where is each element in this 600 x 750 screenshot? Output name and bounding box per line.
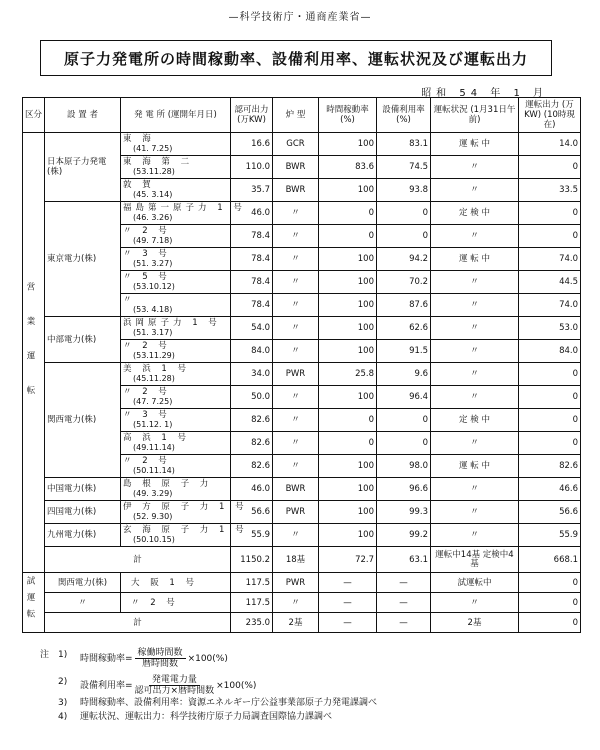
plant-cell	[121, 386, 231, 409]
opened-date: (45. 3.14)	[133, 190, 173, 199]
plant-cell	[121, 317, 231, 340]
output-cell: 0	[519, 202, 581, 225]
reactor-cell: 〃	[273, 340, 319, 363]
status-cell: 〃	[431, 294, 519, 317]
time-rate-cell: 0	[319, 202, 377, 225]
time-rate-cell: —	[319, 593, 377, 613]
capacity-cell: 54.0	[231, 317, 273, 340]
plant-name: 玄 海 原 子 力 1 号	[123, 525, 248, 535]
output-cell: 46.6	[519, 478, 581, 501]
utilization-cell: —	[377, 573, 431, 593]
status-cell: 2基	[431, 613, 519, 633]
status-cell: 〃	[431, 432, 519, 455]
reactor-cell: BWR	[273, 179, 319, 202]
owner-cell: 四国電力(株)	[45, 501, 121, 524]
capacity-cell: 1150.2	[231, 547, 273, 573]
capacity-cell: 78.4	[231, 225, 273, 248]
owner-cell: 関西電力(株)	[45, 573, 121, 593]
time-rate-cell: 25.8	[319, 363, 377, 386]
plant-cell	[121, 340, 231, 363]
output-cell: 0	[519, 386, 581, 409]
time-rate-cell: 100	[319, 340, 377, 363]
utilization-cell: 0	[377, 225, 431, 248]
total-row	[23, 613, 581, 633]
header-note: —科学技術庁・通商産業省—	[228, 12, 372, 23]
time-rate-cell: 100	[319, 501, 377, 524]
table-row	[23, 363, 581, 386]
time-rate-cell: 0	[319, 225, 377, 248]
output-cell: 0	[519, 613, 581, 633]
utilization-cell: 99.2	[377, 524, 431, 547]
opened-date: (53.11.28)	[133, 167, 175, 176]
utilization-cell: 0	[377, 202, 431, 225]
status-cell: 〃	[431, 478, 519, 501]
reactor-cell: BWR	[273, 478, 319, 501]
capacity-cell: 46.0	[231, 478, 273, 501]
output-cell: 74.0	[519, 294, 581, 317]
owner-cell: 中部電力(株)	[45, 317, 121, 363]
col-header: 認可出力 (万KW)	[231, 98, 273, 133]
capacity-cell: 55.9	[231, 524, 273, 547]
output-cell: 0	[519, 409, 581, 432]
note-3: 3) 時間稼動率、設備利用率：資源エネルギー庁公益事業部原子力発電課調べ	[58, 698, 378, 708]
group-label: 試運転	[23, 573, 45, 633]
status-cell: 〃	[431, 386, 519, 409]
col-header: 運転出力 (万KW) (10時現在)	[519, 98, 581, 133]
plant-name: 高 浜 1 号	[123, 433, 191, 443]
table-row	[23, 501, 581, 524]
plant-name: 〃 5 号	[123, 272, 171, 282]
table-row	[23, 573, 581, 593]
col-header: 運転状況 (1月31日午前)	[431, 98, 519, 133]
reactor-cell: 〃	[273, 432, 319, 455]
reactor-cell: 18基	[273, 547, 319, 573]
output-cell: 53.0	[519, 317, 581, 340]
plant-cell	[121, 179, 231, 202]
col-header: 設 置 者	[45, 98, 121, 133]
opened-date: (41. 7.25)	[133, 144, 173, 153]
plant-name: 福島第一原子力 1 号	[123, 203, 246, 213]
time-rate-cell: 100	[319, 179, 377, 202]
opened-date: (51. 3.17)	[133, 328, 173, 337]
time-rate-cell: 72.7	[319, 547, 377, 573]
plant-name: 〃	[123, 295, 136, 305]
note-2-formula: 設備利用率= $\frac{\text{発電電力量}}{\text{認可出力×暦時間数}}$ ×100(%)	[80, 675, 257, 696]
plant-name: 〃 2 号	[123, 226, 171, 236]
plant-name: 大 阪 1 号	[131, 577, 199, 588]
status-cell: 〃	[431, 340, 519, 363]
plant-cell	[121, 202, 246, 225]
plant-cell	[121, 156, 231, 179]
status-cell: 運 転 中	[431, 133, 519, 156]
reactor-cell: 〃	[273, 294, 319, 317]
utilization-cell: —	[377, 593, 431, 613]
reactor-cell: 〃	[273, 386, 319, 409]
plant-name: 〃 2 号	[123, 387, 171, 397]
capacity-cell: 35.7	[231, 179, 273, 202]
status-cell: 〃	[431, 179, 519, 202]
capacity-cell: 117.5	[231, 573, 273, 593]
output-cell: 0	[519, 225, 581, 248]
output-cell: 0	[519, 593, 581, 613]
opened-date: (47. 7.25)	[133, 397, 173, 406]
utilization-cell: 83.1	[377, 133, 431, 156]
opened-date: (53.10.12)	[133, 282, 175, 291]
table-row	[23, 593, 581, 613]
opened-date: (53. 4.18)	[133, 305, 173, 314]
reactor-cell: PWR	[273, 573, 319, 593]
opened-date: (50.10.15)	[133, 535, 175, 544]
opened-date: (45.11.28)	[133, 374, 175, 383]
document-title: 原子力発電所の時間稼動率、設備利用率、運転状況及び運転出力	[40, 40, 552, 76]
owner-cell: 日本原子力発電(株)	[45, 133, 121, 202]
output-cell: 82.6	[519, 455, 581, 478]
output-cell: 668.1	[519, 547, 581, 573]
total-label: 計	[45, 613, 231, 633]
time-rate-cell: 100	[319, 386, 377, 409]
plant-cell	[121, 478, 231, 501]
table-row	[23, 524, 581, 547]
status-cell: 〃	[431, 225, 519, 248]
reactor-cell: 〃	[273, 248, 319, 271]
table-header-row	[23, 98, 581, 133]
plant-cell	[121, 248, 231, 271]
time-rate-cell: 100	[319, 455, 377, 478]
owner-cell: 東京電力(株)	[45, 202, 121, 317]
plant-name: 美 浜 1 号	[123, 364, 191, 374]
owner-cell: 〃	[45, 593, 121, 613]
status-cell: 〃	[431, 271, 519, 294]
table-row	[23, 478, 581, 501]
note-4: 4) 運転状況、運転出力：科学技術庁原子力局調査国際協力課調べ	[58, 712, 333, 722]
status-cell: 〃	[431, 593, 519, 613]
note-1	[40, 648, 580, 669]
time-rate-cell: —	[319, 573, 377, 593]
plant-name: 〃 3 号	[123, 249, 171, 259]
reactor-cell: 2基	[273, 613, 319, 633]
status-cell: 運転中14基 定検中4基	[431, 547, 519, 573]
opened-date: (49. 3.29)	[133, 489, 173, 498]
capacity-cell: 84.0	[231, 340, 273, 363]
capacity-cell: 50.0	[231, 386, 273, 409]
opened-date: (53.11.29)	[133, 351, 175, 360]
reactor-cell: 〃	[273, 409, 319, 432]
col-header: 区分	[23, 98, 45, 133]
capacity-cell: 235.0	[231, 613, 273, 633]
col-header: 炉 型	[273, 98, 319, 133]
plant-cell	[121, 524, 248, 547]
report-date: 昭和 54 年 1 月	[421, 88, 548, 99]
reactor-cell: 〃	[273, 455, 319, 478]
utilization-cell: 99.3	[377, 501, 431, 524]
capacity-cell: 117.5	[231, 593, 273, 613]
notes-section	[40, 648, 580, 724]
table-row	[23, 133, 581, 156]
plant-cell	[121, 225, 231, 248]
opened-date: (51. 3.27)	[133, 259, 173, 268]
utilization-cell: 98.0	[377, 455, 431, 478]
owner-cell: 九州電力(株)	[45, 524, 121, 547]
output-cell: 44.5	[519, 271, 581, 294]
utilization-cell: 91.5	[377, 340, 431, 363]
plant-name: 敦 賀	[123, 180, 155, 190]
plant-name: 浜岡原子力 1 号	[123, 318, 221, 328]
plant-cell	[121, 363, 231, 386]
time-rate-cell: 100	[319, 478, 377, 501]
opened-date: (46. 3.26)	[133, 213, 173, 222]
output-cell: 14.0	[519, 133, 581, 156]
utilization-cell: 70.2	[377, 271, 431, 294]
plant-name: 島 根 原 子 力	[123, 479, 213, 489]
time-rate-cell: 0	[319, 409, 377, 432]
opened-date: (51.12. 1)	[133, 420, 173, 429]
reactor-cell: GCR	[273, 133, 319, 156]
capacity-cell: 34.0	[231, 363, 273, 386]
reactor-cell: 〃	[273, 593, 319, 613]
capacity-cell: 46.0	[231, 202, 273, 225]
output-cell: 74.0	[519, 248, 581, 271]
utilization-cell: 63.1	[377, 547, 431, 573]
time-rate-cell: 100	[319, 133, 377, 156]
utilization-cell: 94.2	[377, 248, 431, 271]
capacity-cell: 78.4	[231, 294, 273, 317]
plant-name: 〃 2 号	[123, 341, 171, 351]
reactor-cell: 〃	[273, 317, 319, 340]
reactor-cell: PWR	[273, 501, 319, 524]
opened-date: (49. 7.18)	[133, 236, 173, 245]
plant-cell	[121, 432, 231, 455]
plant-cell	[121, 455, 231, 478]
status-cell: 試運転中	[431, 573, 519, 593]
output-cell: 56.6	[519, 501, 581, 524]
utilization-cell: 93.8	[377, 179, 431, 202]
status-cell: 定 検 中	[431, 409, 519, 432]
status-cell: 運 転 中	[431, 455, 519, 478]
status-cell: 〃	[431, 317, 519, 340]
col-header: 設備利用率 (%)	[377, 98, 431, 133]
capacity-cell: 16.6	[231, 133, 273, 156]
plant-cell	[121, 294, 231, 317]
col-header: 発 電 所 (運開年月日)	[121, 98, 231, 133]
utilization-cell: 0	[377, 432, 431, 455]
utilization-cell: 96.6	[377, 478, 431, 501]
table-row	[23, 202, 581, 225]
time-rate-cell: 100	[319, 294, 377, 317]
plant-name: 伊 方 原 子 力 1 号	[123, 502, 248, 512]
capacity-cell: 110.0	[231, 156, 273, 179]
reactor-cell: PWR	[273, 363, 319, 386]
time-rate-cell: 0	[319, 432, 377, 455]
output-cell: 33.5	[519, 179, 581, 202]
operations-table	[22, 97, 581, 633]
status-cell: 〃	[431, 524, 519, 547]
subtotal-label: 計	[45, 547, 231, 573]
utilization-cell: 74.5	[377, 156, 431, 179]
plant-cell	[121, 133, 231, 156]
capacity-cell: 78.4	[231, 271, 273, 294]
plant-name: 東 海 第 二	[123, 157, 194, 167]
capacity-cell: 56.6	[231, 501, 273, 524]
subtotal-row	[23, 547, 581, 573]
capacity-cell: 82.6	[231, 455, 273, 478]
output-cell: 84.0	[519, 340, 581, 363]
notes-label: 注 1)	[40, 650, 68, 660]
time-rate-cell: 100	[319, 248, 377, 271]
utilization-cell: 87.6	[377, 294, 431, 317]
time-rate-cell: 83.6	[319, 156, 377, 179]
output-cell: 0	[519, 432, 581, 455]
output-cell: 0	[519, 156, 581, 179]
status-cell: 〃	[431, 363, 519, 386]
plant-name: 〃 2 号	[123, 456, 171, 466]
note-1-formula: 時間稼動率= $\frac{\text{稼働時間数}}{\text{暦時間数}}$ ×100(%)	[80, 648, 228, 669]
utilization-cell: 96.4	[377, 386, 431, 409]
capacity-cell: 82.6	[231, 409, 273, 432]
opened-date: (49.11.14)	[133, 443, 175, 452]
status-cell: 運 転 中	[431, 248, 519, 271]
plant-name: 東 海	[123, 134, 155, 144]
plant-cell	[121, 271, 231, 294]
reactor-cell: 〃	[273, 225, 319, 248]
status-cell: 〃	[431, 156, 519, 179]
reactor-cell: 〃	[273, 524, 319, 547]
time-rate-cell: 100	[319, 317, 377, 340]
plant-name: 〃 2 号	[131, 597, 179, 608]
output-cell: 0	[519, 363, 581, 386]
utilization-cell: —	[377, 613, 431, 633]
time-rate-cell: 100	[319, 271, 377, 294]
opened-date: (52. 9.30)	[133, 512, 173, 521]
group-label: 営業運転	[23, 133, 45, 573]
col-header: 時間稼動率 (%)	[319, 98, 377, 133]
owner-cell: 中国電力(株)	[45, 478, 121, 501]
table-row	[23, 317, 581, 340]
note-2: 2) 設備利用率= $\frac{\text{発電電力量}}{\text{認可出力×暦時間数}}$ ×100(%)	[58, 675, 257, 696]
status-cell: 定 検 中	[431, 202, 519, 225]
plant-cell	[121, 409, 231, 432]
capacity-cell: 82.6	[231, 432, 273, 455]
capacity-cell: 78.4	[231, 248, 273, 271]
output-cell: 55.9	[519, 524, 581, 547]
time-rate-cell: 100	[319, 524, 377, 547]
plant-name: 〃 3 号	[123, 410, 171, 420]
plant-cell	[121, 501, 248, 524]
output-cell: 0	[519, 573, 581, 593]
status-cell: 〃	[431, 501, 519, 524]
utilization-cell: 0	[377, 409, 431, 432]
utilization-cell: 9.6	[377, 363, 431, 386]
time-rate-cell: —	[319, 613, 377, 633]
plant-cell	[121, 573, 231, 593]
plant-cell	[121, 593, 231, 613]
utilization-cell: 62.6	[377, 317, 431, 340]
reactor-cell: BWR	[273, 156, 319, 179]
owner-cell: 関西電力(株)	[45, 363, 121, 478]
opened-date: (50.11.14)	[133, 466, 175, 475]
reactor-cell: 〃	[273, 202, 319, 225]
reactor-cell: 〃	[273, 271, 319, 294]
